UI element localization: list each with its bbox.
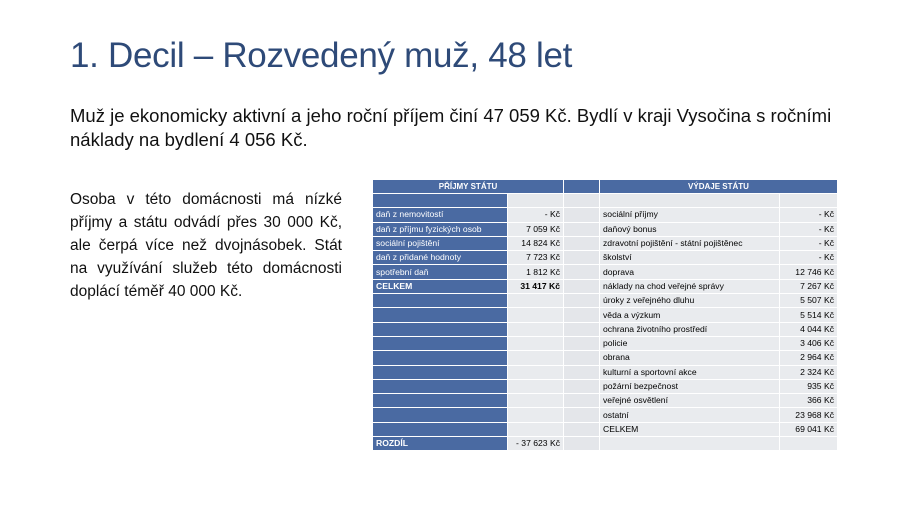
expense-header: VÝDAJE STÁTU bbox=[600, 180, 838, 194]
income-label: daň z nemovitostí bbox=[373, 208, 508, 222]
budget-table bbox=[372, 179, 838, 451]
income-value: 14 824 Kč bbox=[508, 236, 564, 250]
spacer-cell bbox=[564, 308, 600, 322]
expense-label: náklady na chod veřejné správy bbox=[600, 279, 780, 293]
expense-label: CELKEM bbox=[600, 422, 780, 436]
income-value bbox=[508, 322, 564, 336]
income-label: ROZDÍL bbox=[373, 437, 508, 451]
income-label bbox=[373, 322, 508, 336]
table-row bbox=[373, 379, 838, 393]
income-value: 7 723 Kč bbox=[508, 251, 564, 265]
spacer-cell bbox=[564, 394, 600, 408]
income-label: sociální pojištění bbox=[373, 236, 508, 250]
spacer-cell bbox=[564, 208, 600, 222]
expense-value: - Kč bbox=[780, 236, 838, 250]
table-row bbox=[373, 279, 838, 293]
income-label bbox=[373, 294, 508, 308]
income-value bbox=[508, 379, 564, 393]
table-row bbox=[373, 408, 838, 422]
expense-value: 3 406 Kč bbox=[780, 336, 838, 350]
description-paragraph: Osoba v této domácnosti má nízké příjmy a státu odvádí přes 30 000 Kč, ale čerpá více než dvojnásobek. Stát na využívání služeb této domácnosti doplácí téměř 40 000 Kč. bbox=[70, 191, 342, 300]
expense-value: 2 964 Kč bbox=[780, 351, 838, 365]
spacer-cell bbox=[564, 222, 600, 236]
spacer-cell bbox=[564, 251, 600, 265]
expense-value: 5 514 Kč bbox=[780, 308, 838, 322]
expense-value: 366 Kč bbox=[780, 394, 838, 408]
table-row bbox=[373, 208, 838, 222]
income-label: daň z přidané hodnoty bbox=[373, 251, 508, 265]
income-label bbox=[373, 308, 508, 322]
income-label: daň z příjmu fyzických osob bbox=[373, 222, 508, 236]
income-label bbox=[373, 336, 508, 350]
income-value bbox=[508, 194, 564, 208]
expense-label: ostatní bbox=[600, 408, 780, 422]
spacer-cell bbox=[564, 322, 600, 336]
table-row bbox=[373, 194, 838, 208]
table-row bbox=[373, 351, 838, 365]
spacer-cell bbox=[564, 351, 600, 365]
expense-value: - Kč bbox=[780, 251, 838, 265]
expense-value: 23 968 Kč bbox=[780, 408, 838, 422]
table-row bbox=[373, 322, 838, 336]
income-value bbox=[508, 394, 564, 408]
expense-label: úroky z veřejného dluhu bbox=[600, 294, 780, 308]
income-label bbox=[373, 365, 508, 379]
income-value bbox=[508, 422, 564, 436]
expense-value bbox=[780, 194, 838, 208]
spacer-cell bbox=[564, 422, 600, 436]
income-value: - 37 623 Kč bbox=[508, 437, 564, 451]
income-value: 1 812 Kč bbox=[508, 265, 564, 279]
header-spacer bbox=[564, 180, 600, 194]
expense-label: zdravotní pojištění - státní pojištěnec bbox=[600, 236, 780, 250]
slide-subtitle: Muž je ekonomicky aktivní a jeho roční příjem činí 47 059 Kč. Bydlí v kraji Vysočina s ročními náklady na bydlení 4 056 Kč. bbox=[70, 105, 832, 150]
expense-label: veřejné osvětlení bbox=[600, 394, 780, 408]
spacer-cell bbox=[564, 194, 600, 208]
income-label bbox=[373, 351, 508, 365]
table-row bbox=[373, 336, 838, 350]
expense-label: školství bbox=[600, 251, 780, 265]
income-label bbox=[373, 379, 508, 393]
income-value bbox=[508, 294, 564, 308]
expense-label bbox=[600, 194, 780, 208]
spacer-cell bbox=[564, 279, 600, 293]
income-value bbox=[508, 336, 564, 350]
table-row bbox=[373, 422, 838, 436]
income-value bbox=[508, 351, 564, 365]
expense-label: doprava bbox=[600, 265, 780, 279]
income-value: 31 417 Kč bbox=[508, 279, 564, 293]
expense-value: 4 044 Kč bbox=[780, 322, 838, 336]
table-row bbox=[373, 365, 838, 379]
spacer-cell bbox=[564, 336, 600, 350]
income-label: CELKEM bbox=[373, 279, 508, 293]
table-row bbox=[373, 265, 838, 279]
income-label bbox=[373, 394, 508, 408]
income-value bbox=[508, 308, 564, 322]
table-row bbox=[373, 222, 838, 236]
slide-title: 1. Decil – Rozvedený muž, 48 let bbox=[70, 36, 573, 75]
expense-value: 12 746 Kč bbox=[780, 265, 838, 279]
expense-label: daňový bonus bbox=[600, 222, 780, 236]
spacer-cell bbox=[564, 265, 600, 279]
table-row bbox=[373, 437, 838, 451]
table-row bbox=[373, 236, 838, 250]
expense-value bbox=[780, 437, 838, 451]
income-label bbox=[373, 422, 508, 436]
spacer-cell bbox=[564, 365, 600, 379]
expense-label: kulturní a sportovní akce bbox=[600, 365, 780, 379]
spacer-cell bbox=[564, 236, 600, 250]
expense-value: 2 324 Kč bbox=[780, 365, 838, 379]
income-value bbox=[508, 365, 564, 379]
table-row bbox=[373, 394, 838, 408]
expense-label: požární bezpečnost bbox=[600, 379, 780, 393]
expense-value: 69 041 Kč bbox=[780, 422, 838, 436]
table-header-row bbox=[373, 180, 838, 194]
income-label: spotřební daň bbox=[373, 265, 508, 279]
expense-label: ochrana životního prostředí bbox=[600, 322, 780, 336]
expense-label: sociální příjmy bbox=[600, 208, 780, 222]
income-value: 7 059 Kč bbox=[508, 222, 564, 236]
expense-label: věda a výzkum bbox=[600, 308, 780, 322]
income-label bbox=[373, 408, 508, 422]
table-row bbox=[373, 294, 838, 308]
table-row bbox=[373, 308, 838, 322]
expense-value: 5 507 Kč bbox=[780, 294, 838, 308]
income-label bbox=[373, 194, 508, 208]
expense-value: - Kč bbox=[780, 222, 838, 236]
expense-value: 7 267 Kč bbox=[780, 279, 838, 293]
spacer-cell bbox=[564, 294, 600, 308]
income-header: PŘÍJMY STÁTU bbox=[373, 180, 564, 194]
expense-label: obrana bbox=[600, 351, 780, 365]
expense-label bbox=[600, 437, 780, 451]
expense-label: policie bbox=[600, 336, 780, 350]
spacer-cell bbox=[564, 437, 600, 451]
income-value: - Kč bbox=[508, 208, 564, 222]
expense-value: 935 Kč bbox=[780, 379, 838, 393]
expense-value: - Kč bbox=[780, 208, 838, 222]
table-row bbox=[373, 251, 838, 265]
income-value bbox=[508, 408, 564, 422]
spacer-cell bbox=[564, 379, 600, 393]
spacer-cell bbox=[564, 408, 600, 422]
